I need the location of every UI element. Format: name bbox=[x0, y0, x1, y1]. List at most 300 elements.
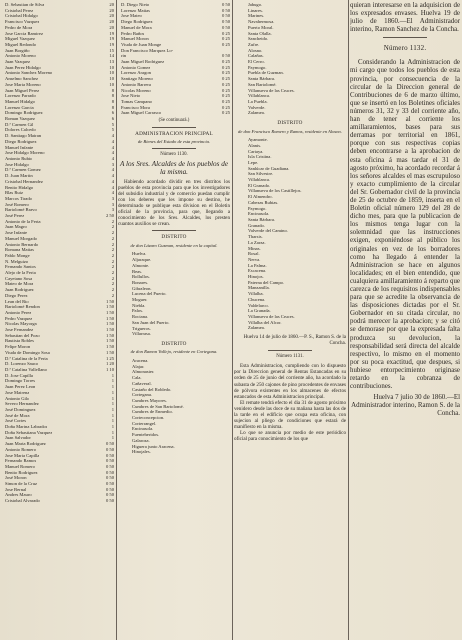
district-subheading: de don Lázaro Guzman, residente en la capital. bbox=[130, 242, 218, 248]
contribution-amount: 2 bbox=[111, 235, 114, 241]
contribution-amount: 2 bbox=[111, 270, 114, 276]
contributor-name: Dolores Calcedo bbox=[5, 127, 36, 133]
contribution-amount: 15 bbox=[109, 47, 114, 53]
town-name: Jabugo. bbox=[248, 2, 263, 7]
town-name: Santa Bárbara. bbox=[248, 76, 276, 82]
contribution-amount: 1 50 bbox=[105, 338, 114, 344]
district-heading: DISTRITO bbox=[161, 234, 187, 241]
separator bbox=[268, 350, 313, 351]
contribution-amount: 3 bbox=[111, 201, 114, 207]
contribution-amount: 4 bbox=[111, 138, 114, 144]
contributor-name: D. Lorenzo Sauco bbox=[5, 361, 39, 367]
column-1 bbox=[2, 2, 114, 638]
town-name: Villablanca. bbox=[248, 93, 271, 99]
contribution-amount: 2 bbox=[111, 281, 114, 287]
contributor-name: Francisco Vazquez bbox=[5, 19, 40, 25]
town-name: La Zarza. bbox=[248, 239, 266, 245]
contributor-name: D.ª Carmen Gomez bbox=[5, 167, 41, 173]
column-3 bbox=[234, 2, 346, 638]
contributor-name: Juan Magro bbox=[5, 224, 27, 230]
contributor-name: Miguel Vazquez bbox=[5, 36, 35, 42]
town-name: Moguer. bbox=[132, 297, 148, 303]
town-name: San Silvestre. bbox=[248, 171, 274, 177]
contribution-amount: 2 bbox=[111, 275, 114, 281]
town-name: Huelva. bbox=[132, 251, 147, 257]
contribution-amount: 10 bbox=[109, 64, 114, 70]
list-item bbox=[118, 110, 230, 116]
column-4 bbox=[350, 2, 460, 638]
contribution-amount: 1 50 bbox=[105, 321, 114, 327]
town-name: Cartaya. bbox=[248, 148, 264, 154]
town-name: El Granado. bbox=[248, 182, 271, 188]
contributor-name: Antonio Perez bbox=[5, 309, 32, 315]
contributor-name: Francisco Mora bbox=[121, 104, 150, 110]
town-name: Cañaveral. bbox=[132, 380, 152, 386]
contributor-name: Nicolas Moreno bbox=[121, 87, 151, 93]
contribution-amount: 0 50 bbox=[221, 24, 230, 30]
town-name: Encinasola. bbox=[132, 426, 154, 432]
town-name: Paterna del Campo. bbox=[248, 279, 285, 285]
town-name: Alanis. bbox=[248, 142, 262, 148]
town-name: La Granada. bbox=[248, 308, 271, 314]
contribution-amount: 1 bbox=[111, 384, 114, 390]
contribution-amount: 1 bbox=[111, 418, 114, 424]
town-name: Almonaster. bbox=[132, 369, 155, 375]
contributor-name: Jose Hidalgo bbox=[5, 161, 29, 167]
contributor-name: Juan Miguel Carrasco bbox=[121, 110, 162, 116]
contribution-amount: 19 bbox=[109, 41, 114, 47]
contributor-name: José Romero bbox=[5, 201, 29, 207]
contributor-name: Simon de la Cruz bbox=[5, 481, 38, 487]
contributor-name: Pedro Baños bbox=[121, 30, 145, 36]
notice-paragraph: Habiendo acordado dividir en tres distritos los pueblos de esta provincia para que los investigadores del subsidio industrial y de comercio puedan cumplir con los deberes que les impone su destino, he determinado se publique esta division en el Boletin oficial de la provincia, para que, llegando a conocimiento de los Sres. Alcaldes, los presten cuantos auxilios se crean. bbox=[118, 178, 230, 228]
contribution-amount: 5 bbox=[111, 121, 114, 127]
contribution-amount: 1 bbox=[111, 389, 114, 395]
contributor-name: Cristobal Hidalgo bbox=[5, 13, 38, 19]
town-name: Marines. bbox=[248, 13, 265, 19]
contribution-amount: 3 bbox=[111, 161, 114, 167]
contributor-name: Andres Mauro bbox=[5, 492, 32, 498]
district-towns bbox=[118, 358, 230, 455]
notice-title: A los Sres. Alcaldes de los pueblos de la misma. bbox=[119, 159, 229, 177]
town-name: La Palma. bbox=[248, 262, 267, 268]
contributor-name: Lorenzo Parrado bbox=[5, 93, 36, 99]
contribution-amount: 1 20 bbox=[105, 361, 114, 367]
town-name: Rociana. bbox=[132, 314, 149, 320]
contribution-amount: 0 50 bbox=[105, 475, 114, 481]
contribution-amount: 2 bbox=[111, 218, 114, 224]
town-name: Puerto Moral. bbox=[248, 24, 274, 30]
contributor-name: Miguel Redondo bbox=[5, 41, 37, 47]
contribution-amount: 10 bbox=[109, 81, 114, 87]
town-name: Valverde. bbox=[248, 104, 266, 110]
contributor-name: Jose Nieto bbox=[121, 93, 141, 99]
contribution-amount: 2 bbox=[111, 230, 114, 236]
contributor-name: D.ª Catalina Vallellano bbox=[5, 367, 47, 372]
town-name: Rosal. bbox=[248, 251, 260, 257]
town-name: Villanueva de los Castillejos. bbox=[248, 188, 302, 194]
contribution-amount: 0 50 bbox=[105, 463, 114, 469]
contribution-amount: 1 bbox=[111, 429, 114, 435]
town-name: Zalamea. bbox=[248, 325, 265, 331]
contribution-amount: 2 bbox=[111, 241, 114, 247]
town-name: Aracena. bbox=[132, 358, 149, 364]
contribution-amount: 8 bbox=[111, 93, 114, 99]
contribution-amount: 2 bbox=[111, 258, 114, 264]
contribution-amount: 20 bbox=[109, 24, 114, 30]
contributor-name: Antonio Gomez bbox=[121, 64, 151, 70]
contributor-name: D. Juan Martin bbox=[5, 173, 33, 179]
contributor-name: Juan Borgiño bbox=[5, 47, 30, 53]
contributor-name: Juan Maria Rodriguez bbox=[5, 441, 46, 447]
separator bbox=[152, 127, 197, 128]
town-name: Cumbres Mayores. bbox=[132, 397, 167, 403]
contribution-amount: 1 bbox=[111, 378, 114, 384]
separator bbox=[152, 230, 197, 231]
notice-paragraph: Lo que se anuncia por medio de este periódico oficial para conocimiento de los que bbox=[234, 430, 346, 443]
contribution-amount: 0 50 bbox=[105, 486, 114, 492]
contribution-amount: 4 bbox=[111, 150, 114, 156]
contributor-name: Santiago Moreno bbox=[121, 76, 153, 82]
column-rule bbox=[348, 0, 349, 640]
contributor-name: Jose Bernal bbox=[5, 486, 27, 492]
contribution-amount: 0 50 bbox=[105, 446, 114, 452]
town-name: Hinojos. bbox=[248, 274, 264, 280]
contribution-amount: 5 bbox=[111, 127, 114, 133]
signature: Huelva 7 julio 30 de 1860.—El Administrador interino, Ramon S. de la Concha. bbox=[351, 394, 460, 418]
contributor-name: Jose Infante bbox=[5, 230, 28, 236]
contribution-amount: 1 bbox=[111, 372, 114, 378]
contributor-name: Viuda de Juan Monge bbox=[121, 41, 162, 47]
town-name: Villalba. bbox=[248, 291, 264, 297]
town-name: Niebla. bbox=[132, 302, 146, 308]
contributor-name: José Cortes bbox=[5, 418, 27, 424]
contribution-amount: 4 bbox=[111, 133, 114, 139]
contribution-amount: 1 50 bbox=[105, 344, 114, 350]
contributor-name: Doña Sebastiana Vazquez bbox=[5, 429, 53, 435]
contributor-name: Antonio Sanchez Moreno bbox=[5, 70, 53, 76]
town-name: Encinasola. bbox=[248, 211, 270, 217]
contributor-name: rin bbox=[121, 53, 127, 59]
contribution-amount: 0 25 bbox=[221, 64, 230, 70]
contribution-amount: 1 50 bbox=[105, 332, 114, 338]
contributor-name: Pedro Vazquez bbox=[5, 315, 33, 321]
contributor-name: Marcos Tirado bbox=[5, 195, 32, 201]
contributor-name: Jose Garcia Ramirez bbox=[5, 30, 44, 36]
column-rule bbox=[116, 0, 117, 640]
notice-paragraph: Considerando la Administracion de mi cargo que todos los pueblos de esta provincia, por consecuencia de la circular de la Direccion general de Contribuciones de 6 de marzo último, que se insertó en los Boletines oficiales números 31, 32 y 33 del corriente año, han de tener al corriente los amillaramientos, bases para sus derramas por territorial en 1861, porque con sus respectivas copias deben encontrarse a la aprobacion de esta oficina á mas tardar el 31 de agosto próximo, ha acordado recordar á los señores alcaldes el mas escrupuloso y exacto cumplimiento de la circular del Sr. Gobernador civil de la provincia de 25 de octubre de 1859, inserta en el Boletin oficial número 129 del 28 de dicho mes, para que la publicacion de los mismos tenga lugar con la solemnidad que las instrucciones exigen, exponiéndose al público los originales en vez de los borradores como ha llegado á entender la Administracion se hace en algunos localidades; en el bien entendido, que cualquiera amillaramiento á reparto que carezca de los requisitos indispensables para que se acredite la observancia de las disposiciones dictadas por el Sr. Gobernador en su citada circular, no podrá merecer la aprobacion; y se citó se demorase por que la expresada falta produzca su devolucion, la responsabilidad será directa del alcalde respectivo, lo mismo en el momento por su poca exactitud, que despues, si hubiese entorpecimiento originase retardo en la cobranza de contribuciones. bbox=[350, 59, 460, 391]
contribution-amount: 0 50 bbox=[105, 452, 114, 458]
contribution-amount: 1 10 bbox=[105, 367, 114, 372]
contribution-amount: 3 bbox=[111, 207, 114, 213]
contribution-amount: 0 50 bbox=[105, 481, 114, 487]
contribution-amount: 19 bbox=[109, 30, 114, 36]
contribution-amount: 0 25 bbox=[221, 104, 230, 110]
contributor-name: Jose Mairena bbox=[5, 389, 30, 395]
town-name: Hinojales. bbox=[132, 449, 151, 455]
contributor-name: Antonio de la Feria bbox=[5, 218, 41, 224]
contributor-name: Diego Perez bbox=[5, 292, 28, 298]
contributor-name: José de Mora bbox=[5, 412, 30, 418]
district-towns bbox=[118, 251, 230, 337]
contributor-name: Cristobal Alvarado bbox=[5, 498, 40, 504]
contributor-name: Alejo de la Feria bbox=[5, 270, 36, 276]
town-name: Palos. bbox=[132, 308, 144, 314]
notice-paragraph: Esta Administracion, cumpliendo con lo dispuesto por la Direccion general de Rentas Estancadas en su orden de 25 de junio del corriente año, ha acordado la subasta de 250 cajones de pino procedentes de envases de pólvora existentes en los almacenes de efectos estancados de esta Administracion principal. bbox=[234, 363, 346, 400]
contributor-name: Juan Vazquez bbox=[5, 59, 31, 65]
contribution-amount: 6 bbox=[111, 110, 114, 116]
contributor-name: Mateo de Mora bbox=[5, 281, 34, 287]
contribution-amount: 1 25 bbox=[105, 355, 114, 361]
town-name: Villanueva de las Cruces. bbox=[248, 313, 295, 319]
contributor-name: Jose Maria Capilla bbox=[5, 452, 40, 458]
contribution-amount: 4 bbox=[111, 184, 114, 190]
contributor-name: Diego Rodriguez bbox=[121, 19, 153, 25]
town-name: Puebla de Guzman. bbox=[248, 70, 284, 76]
contributor-name: D. Sebastian de Silva bbox=[5, 2, 45, 7]
contributor-name: Domingo Rodriguez bbox=[5, 110, 43, 116]
contribution-amount: 0 50 bbox=[105, 441, 114, 447]
town-name: Calañas. bbox=[248, 53, 264, 59]
contributor-list-continued bbox=[118, 2, 230, 116]
district-subheading: de don Francisco Romero y Ramos, residente en Alosno. bbox=[238, 128, 342, 134]
town-name: Alajar. bbox=[132, 363, 145, 369]
contributor-name: Severo Hernandez bbox=[5, 401, 39, 407]
contribution-amount: 4 bbox=[111, 155, 114, 161]
contribution-amount: 4 bbox=[111, 173, 114, 179]
contributor-name: Lorenzo Matias bbox=[121, 7, 150, 13]
contributor-name: Manuel de Mora bbox=[121, 24, 152, 30]
town-name: Minas. bbox=[248, 245, 261, 251]
town-name: Linares. bbox=[248, 7, 263, 13]
town-name: Galaroza. bbox=[132, 437, 150, 443]
contributor-name: Pedro de Mora bbox=[5, 24, 33, 30]
contribution-amount: 1 50 bbox=[105, 309, 114, 315]
town-name: Beas. bbox=[132, 268, 143, 274]
contributor-name: Domingo Torres bbox=[5, 378, 36, 384]
contributor-name: Antonio Moreno bbox=[5, 53, 36, 59]
town-name: Villalba del Alcor. bbox=[248, 319, 282, 325]
contributor-name: Fernando Ramos bbox=[5, 458, 37, 464]
contributor-name: Antonio Romero bbox=[5, 446, 37, 452]
contribution-amount: 1 50 bbox=[105, 304, 114, 310]
town-name: Lepe. bbox=[248, 159, 259, 165]
contributor-name: Antonio Rubio bbox=[5, 155, 33, 161]
contribution-amount: 2 50 bbox=[105, 213, 114, 219]
contributor-name: Juan Perez Leon bbox=[5, 384, 36, 390]
contribution-amount: 1 bbox=[111, 435, 114, 441]
contribution-amount: 1 50 bbox=[105, 327, 114, 333]
contribution-amount: 3 bbox=[111, 195, 114, 201]
town-name: Cumbres de San Bartolomé. bbox=[132, 403, 184, 409]
contributor-name: Cristobal Hernandez bbox=[5, 178, 43, 184]
contributor-name: Manuel Moron bbox=[121, 36, 149, 42]
contribution-amount: 1 50 bbox=[105, 298, 114, 304]
town-name: Tharsis. bbox=[248, 234, 263, 240]
contributor-name: Don Francisco Marquez Lo- bbox=[121, 47, 174, 53]
contribution-amount: 8 bbox=[111, 104, 114, 110]
contributor-name: Viuda de Domingo Sosa bbox=[5, 349, 50, 355]
contributor-name: Antonio Bernardo bbox=[5, 241, 39, 247]
contributor-name: Jose Mateo bbox=[121, 13, 142, 19]
contributor-name: José Perez bbox=[5, 213, 25, 219]
town-name: La Puebla. bbox=[248, 98, 268, 104]
contributor-name: Jose Hidalgo Moreno bbox=[5, 150, 45, 156]
town-name: Cabezas Rubias. bbox=[248, 199, 279, 205]
contributor-name: Cristobal Perez bbox=[5, 7, 34, 13]
town-name: Aljaraque. bbox=[132, 257, 152, 263]
town-name: Valverde del Camino. bbox=[248, 228, 288, 234]
notice-paragraph: El remate tendrá efecto el dia 31 de agosto próximo venidero desde las doce de su mañana hasta las dos de la tarde en el edificio que ocupa esta oficina, con sujecion al pliego de condiciones que estará de manifiesto en la misma. bbox=[234, 399, 346, 431]
town-name: Cala. bbox=[132, 375, 142, 381]
contribution-amount: 2 bbox=[111, 252, 114, 258]
contributor-name: Jose Fernandez bbox=[5, 327, 34, 333]
district-towns bbox=[234, 2, 346, 116]
contribution-amount: 4 bbox=[111, 190, 114, 196]
contributor-name: Juan Miguel Rodriguez bbox=[121, 59, 165, 65]
town-name: Paymogo. bbox=[248, 64, 267, 70]
column-rule bbox=[232, 0, 233, 640]
town-name: Corterrangel. bbox=[132, 420, 157, 426]
district-heading: DISTRITO bbox=[161, 340, 187, 347]
contributor-name: José Moron bbox=[5, 475, 27, 481]
town-name: Castaño del Robledo. bbox=[132, 386, 172, 392]
contributor-name: D. Diego Nieto bbox=[121, 2, 150, 7]
contribution-amount: 0 25 bbox=[221, 70, 230, 76]
town-name: Bonares. bbox=[132, 279, 149, 285]
contributor-name: Roman Vazquez bbox=[5, 116, 35, 122]
contributor-name: Juan Salvador bbox=[5, 435, 31, 441]
contributor-name: Benito Hidalgo bbox=[5, 184, 34, 190]
town-name: Gibraleon. bbox=[132, 285, 152, 291]
town-name: Higuera junto Aracena. bbox=[132, 443, 175, 449]
town-name: Villablanca. bbox=[248, 177, 271, 183]
town-name: Nerva. bbox=[248, 256, 261, 262]
list-item bbox=[2, 498, 114, 504]
contribution-amount: 20 bbox=[109, 19, 114, 25]
contribution-amount: 20 bbox=[109, 13, 114, 19]
contributor-name: D.ª Catalina de la Feria bbox=[5, 355, 48, 361]
town-name: Ayamonte. bbox=[248, 137, 268, 143]
contribution-amount: 0 25 bbox=[221, 59, 230, 65]
contribution-amount: 4 bbox=[111, 167, 114, 173]
contribution-amount: 13 bbox=[109, 59, 114, 65]
contributor-name: D. Jose Capilla bbox=[5, 372, 33, 378]
contribution-amount: 20 bbox=[109, 2, 114, 7]
town-name: Manzanilla. bbox=[248, 285, 270, 291]
contribution-amount: 1 bbox=[111, 395, 114, 401]
town-name: Corteconcepcion. bbox=[132, 415, 165, 421]
separator bbox=[152, 148, 197, 149]
town-name: Escacena. bbox=[248, 268, 267, 274]
contribution-amount: 2 bbox=[111, 292, 114, 298]
contributor-name: Nicolas Mayorga bbox=[5, 321, 37, 327]
contributor-name: Lorenzo Garcia bbox=[5, 104, 34, 110]
contributor-name: Bautista Robles bbox=[5, 338, 34, 344]
contribution-amount: 1 bbox=[111, 401, 114, 407]
town-name: Fuenteheridos. bbox=[132, 432, 160, 438]
town-name: Cortegana. bbox=[132, 392, 153, 398]
contribution-amount: 4 bbox=[111, 144, 114, 150]
town-name: Valdelarco. bbox=[248, 302, 269, 308]
town-name: Trigueros. bbox=[132, 325, 151, 331]
contributor-name: Doña Marina Labrador bbox=[5, 424, 48, 430]
section-heading: ADMINISTRACION PRINCIPAL bbox=[135, 130, 213, 137]
contributor-name: Felipe Moron bbox=[5, 344, 31, 350]
town-name: Santa Olalla. bbox=[248, 30, 272, 36]
contribution-amount: 0 25 bbox=[221, 93, 230, 99]
contribution-amount: 1 bbox=[111, 412, 114, 418]
contribution-amount: 0 25 bbox=[221, 98, 230, 104]
notice-number: Número 1130. bbox=[160, 151, 188, 157]
contributor-name: José Dominguez bbox=[5, 406, 36, 412]
contributor-name: Lorenzo Aragon bbox=[121, 70, 151, 76]
contributor-name: Jose Maria Moreno bbox=[5, 81, 41, 87]
contributor-name: Romana Matias bbox=[5, 247, 34, 253]
town-name: Paymogo. bbox=[248, 205, 267, 211]
contribution-amount: 8 bbox=[111, 87, 114, 93]
contribution-amount: 0 50 bbox=[221, 13, 230, 19]
contribution-amount: 1 50 bbox=[105, 315, 114, 321]
contribution-amount: 8 bbox=[111, 98, 114, 104]
contribution-amount: 0 25 bbox=[221, 30, 230, 36]
notice-number: Número 1131. bbox=[276, 354, 304, 360]
town-name: Alosno. bbox=[248, 47, 263, 53]
contributor-name: Bartolomé Rendon bbox=[5, 304, 40, 310]
signature: Huelva 14 de julio de 1860.—P. S., Ramon S. de la Concha. bbox=[243, 335, 346, 347]
contributor-name: Sebastian del Pozo bbox=[5, 332, 40, 338]
contribution-amount: 0 50 bbox=[105, 469, 114, 475]
contribution-amount: 14 bbox=[109, 53, 114, 59]
contributor-name: Lean del Rio bbox=[5, 298, 29, 304]
column-2 bbox=[118, 2, 230, 638]
contribution-amount: 20 bbox=[109, 7, 114, 13]
town-name: San Bartolomé. bbox=[248, 81, 277, 87]
contributor-name: Manuel Romero bbox=[5, 463, 35, 469]
contributor-name: N. Melguizo bbox=[5, 258, 29, 264]
contributor-name: Benito Rodriguez bbox=[5, 469, 38, 475]
contribution-amount: 2 bbox=[111, 287, 114, 293]
contributor-name: Manuel Infante bbox=[5, 144, 34, 150]
contributor-name: D.ª Carmen Gil bbox=[5, 121, 34, 127]
town-name: Navahermosa. bbox=[248, 19, 275, 25]
town-name: Granado. bbox=[248, 222, 265, 228]
contribution-amount: 2 bbox=[111, 264, 114, 270]
contributor-name: Manuel Morgado bbox=[5, 235, 37, 241]
contributor-name: Fernando Santos bbox=[5, 264, 36, 270]
contribution-amount: 0 50 bbox=[221, 2, 230, 7]
town-name: Zalamea. bbox=[248, 110, 265, 116]
contributor-name: Bartolomé Bravo bbox=[5, 207, 37, 213]
town-name: Sancheido. bbox=[248, 36, 269, 42]
notice-number: Número 1132. bbox=[383, 44, 427, 53]
contribution-amount: 0 50 bbox=[221, 7, 230, 13]
district-heading: DISTRITO bbox=[277, 120, 303, 127]
contribution-amount: 0 25 bbox=[221, 36, 230, 42]
contribution-amount: 10 bbox=[109, 70, 114, 76]
contribution-amount: 0 50 bbox=[105, 498, 114, 504]
district-subheading: de don Ramon Vallejo, residente en Cortegana. bbox=[130, 349, 218, 355]
town-name: Villanueva de las Cruces. bbox=[248, 87, 295, 93]
contributor-name: Antonio Barrera bbox=[121, 81, 151, 87]
contributor-name: Diego Rodriguez bbox=[5, 138, 37, 144]
district-towns bbox=[234, 137, 346, 331]
contribution-amount: 0 50 bbox=[221, 19, 230, 25]
town-name: Sanlúcar de Guadiana. bbox=[248, 165, 290, 171]
town-name: El Almendro. bbox=[248, 194, 273, 200]
continued-note: (Se continuará.) bbox=[158, 118, 190, 124]
contributor-name: Pablo Monge bbox=[5, 252, 30, 258]
